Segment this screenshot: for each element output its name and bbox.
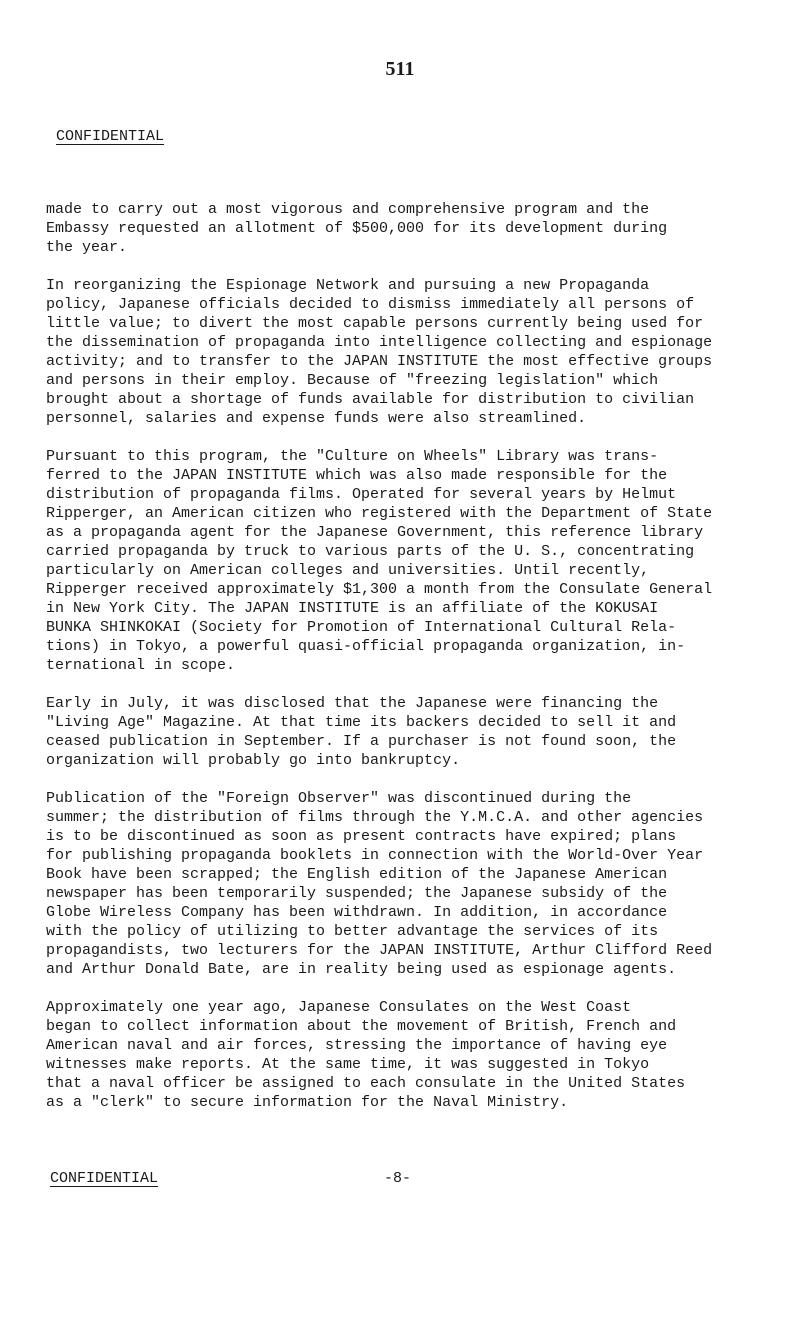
confidential-footer: CONFIDENTIAL bbox=[50, 1170, 159, 1187]
paragraph-6: Approximately one year ago, Japanese Consulates on the West Coast began to collect information about the movement of British, French and American naval and air forces, stressing the importance of having eye witnesses make reports. At the same time, it was suggested in Tokyo that a naval officer be assigned to each consulate in the United States as a "clerk" to secure information for the Naval Ministry. bbox=[46, 999, 686, 1111]
page-number: 511 bbox=[385, 58, 415, 80]
paragraph-2: In reorganizing the Espionage Network and pursuing a new Propaganda policy, Japanese officials decided to dismiss immediately all persons of little value; to divert the most capable persons currently being used for the dissemination of propaganda into intelligence collecting and espionage activity; and to transfer to the JAPAN INSTITUTE the most effective groups and persons in their employ. Because of "freezing legislation" which brought about a shortage of funds available for distribution to civilian personnel, salaries and expense funds were also streamlined. bbox=[46, 277, 713, 427]
paragraph-3: Pursuant to this program, the "Culture on Wheels" Library was trans- ferred to the JAPAN INSTITUTE which was also made responsible for the distribution of propaganda films. Operated for several years by Helmut Ripperger, an American citizen who registered with the Department of State as a propaganda agent for the Japanese Government, this reference library carried propaganda by truck to various parts of the U. S., concentrating particularly on American colleges and universities. Until recently, Ripperger received approximately $1,300 a month from the Consulate General in New York City. The JAPAN INSTITUTE is an affiliate of the KOKUSAI BUNKA SHINKOKAI (Society for Promotion of International Cultural Rela- tions) in Tokyo, a powerful quasi-official propaganda organization, in- ternational in scope. bbox=[46, 448, 713, 674]
document-body bbox=[46, 200, 756, 1131]
paragraph-1: made to carry out a most vigorous and comprehensive program and the Embassy requested an allotment of $500,000 for its development during the year. bbox=[46, 201, 668, 256]
paragraph-4: Early in July, it was disclosed that the Japanese were financing the "Living Age" Magazine. At that time its backers decided to sell it and ceased publication in September. If a purchaser is not found soon, the organization will probably go into bankruptcy. bbox=[46, 695, 677, 769]
footer-page-number: -8- bbox=[384, 1170, 412, 1187]
paragraph-5: Publication of the "Foreign Observer" was discontinued during the summer; the distribution of films through the Y.M.C.A. and other agencies is to be discontinued as soon as present contracts have expired; plans for publishing propaganda booklets in connection with the World-Over Year Book have been scrapped; the English edition of the Japanese American newspaper has been temporarily suspended; the Japanese subsidy of the Globe Wireless Company has been withdrawn. In addition, in accordance with the policy of utilizing to better advantage the services of its propagandists, two lecturers for the JAPAN INSTITUTE, Arthur Clifford Reed and Arthur Donald Bate, are in reality being used as espionage agents. bbox=[46, 790, 713, 978]
confidential-header: CONFIDENTIAL bbox=[56, 128, 165, 145]
